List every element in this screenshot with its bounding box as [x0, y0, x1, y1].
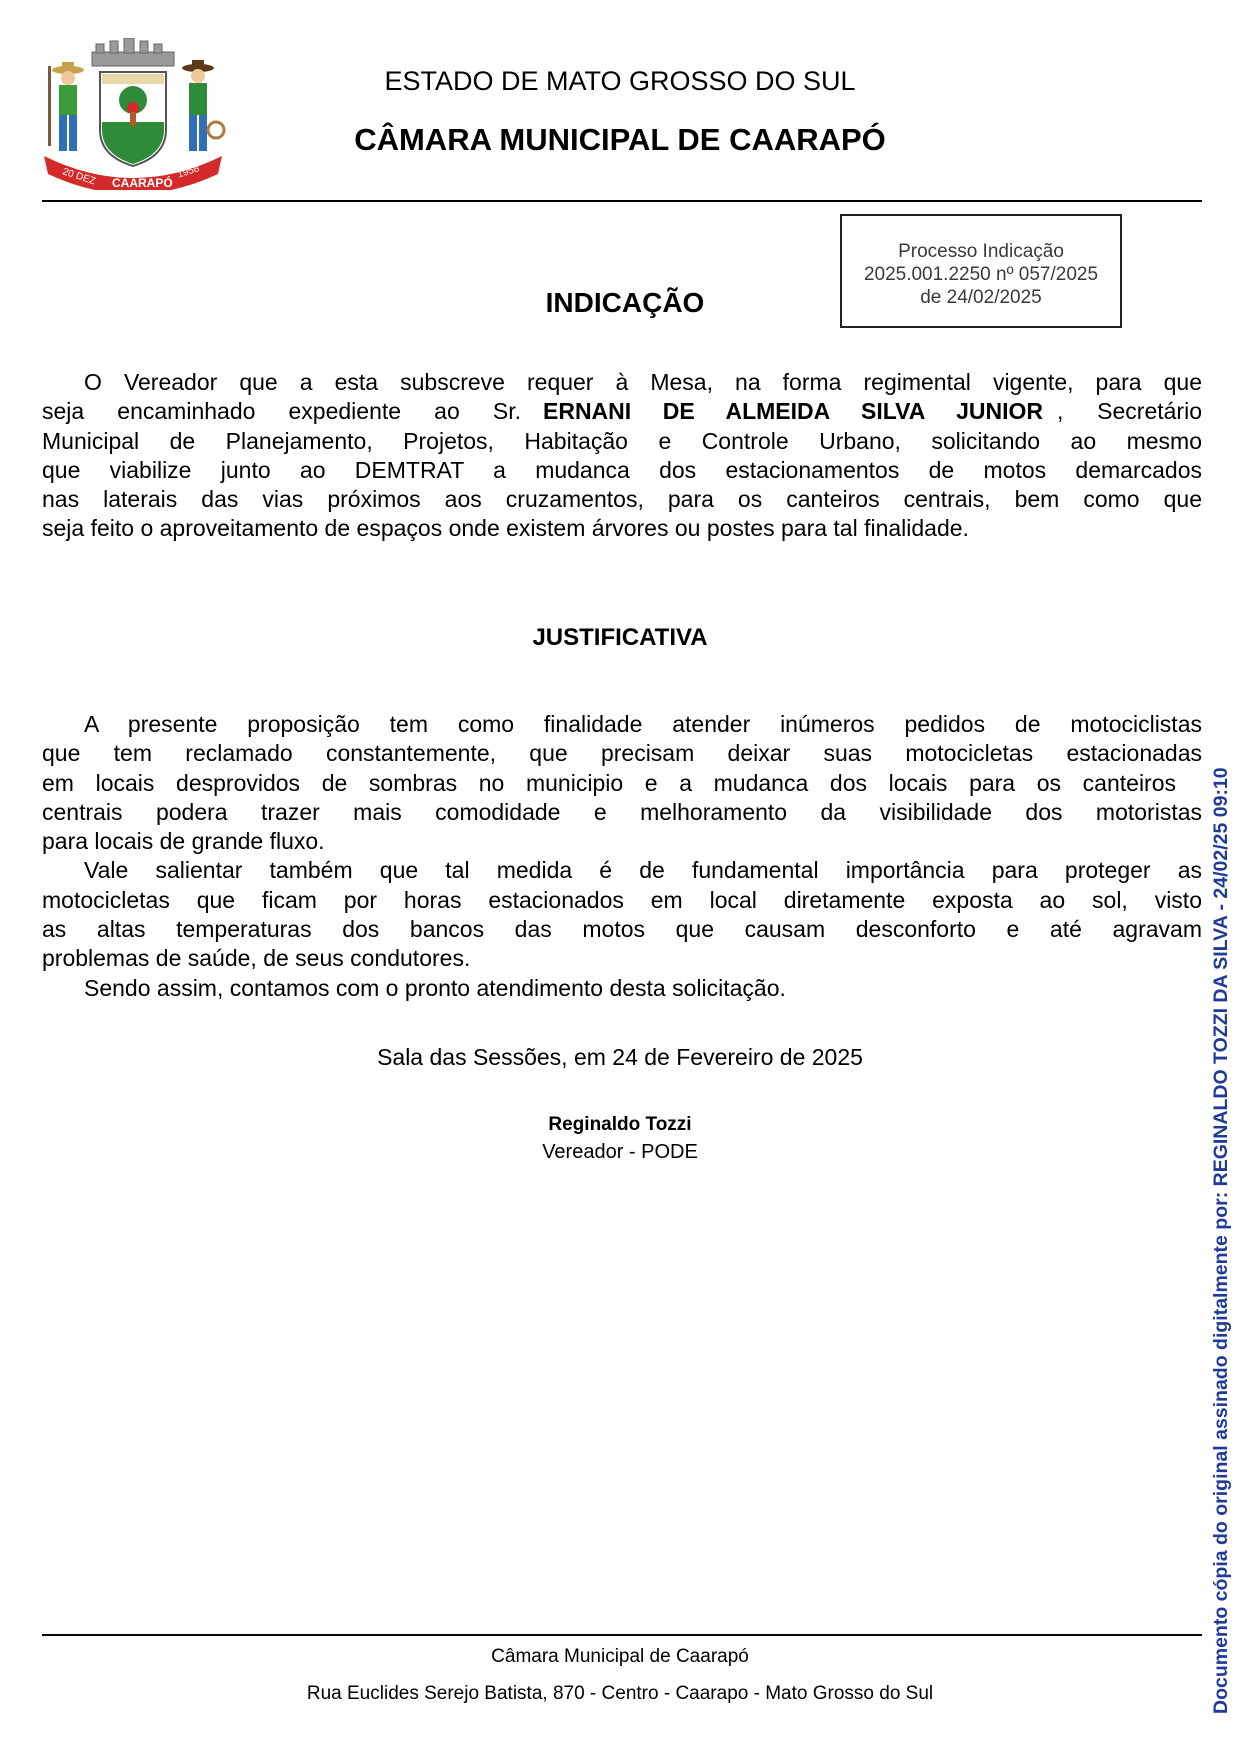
justification-line: centrais podera trazer mais comodidade e melhoramento da visibilidade dos motoristas	[42, 798, 1202, 825]
justification-title: JUSTIFICATIVA	[532, 624, 708, 651]
justification-line: que tem reclamado constantemente, que precisam deixar suas motocicletas estacionadas	[42, 740, 1202, 767]
justification-line: motocicletas que ficam por horas estacionados em local diretamente exposta ao sol, visto	[42, 886, 1202, 913]
justification-line: Sendo assim, contamos com o pronto atendimento desta solicitação.	[84, 974, 786, 1001]
body-line	[42, 397, 1202, 426]
body-text: seja encaminhado expediente ao Sr.	[42, 398, 521, 425]
header-divider	[42, 200, 1202, 202]
stamp-line-2: 2025.001.2250 nº 057/2025	[863, 264, 1099, 285]
body-line: nas laterais das vias próximos aos cruzamentos, para os canteiros centrais, bem como que	[42, 486, 1202, 513]
justification-line: A presente proposição tem como finalidade atender inúmeros pedidos de motociclistas	[84, 711, 1202, 737]
document-title: INDICAÇÃO	[545, 287, 705, 318]
body-line: que viabilize junto ao DEMTRAT a mudanca dos estacionamentos de motos demarcados	[42, 456, 1202, 483]
body-line: seja feito o aproveitamento de espaços onde existem árvores ou postes para tal finalidade.	[42, 515, 969, 542]
logo-ribbon-right: 1958	[176, 163, 201, 181]
justification-line: para locais de grande fluxo.	[42, 828, 325, 855]
signatory-role: Vereador - PODE	[542, 1141, 698, 1163]
justification-body	[42, 710, 1202, 1003]
chamber-name: CÂMARA MUNICIPAL DE CAARAPÓ	[354, 122, 886, 157]
stamp-line-3: de 24/02/2025	[920, 287, 1042, 308]
process-stamp	[840, 214, 1122, 328]
footer-chamber-name: Câmara Municipal de Caarapó	[491, 1646, 749, 1667]
coat-of-arms-logo	[40, 38, 226, 190]
body-line: Municipal de Planejamento, Projetos, Habitação e Controle Urbano, solicitando ao mesmo	[42, 427, 1202, 454]
stamp-line-1: Processo Indicação	[898, 241, 1064, 262]
indication-body	[42, 368, 1202, 544]
recipient-name: ERNANI DE ALMEIDA SILVA JUNIOR	[543, 398, 1043, 425]
place-date: Sala das Sessões, em 24 de Fevereiro de 2025	[377, 1044, 863, 1070]
digital-signature-stamp: Documento cópia do original assinado digitalmente por: REGINALDO TOZZI DA SILVA - 24/02/25 09:10	[1210, 767, 1232, 1714]
justification-line: problemas de saúde, de seus condutores.	[42, 945, 471, 972]
justification-line: as altas temperaturas dos bancos das motos que causam desconforto e até agravam	[42, 916, 1202, 943]
body-text: , Secretário	[1057, 398, 1202, 425]
logo-ribbon-left: 20 DEZ	[61, 166, 97, 188]
logo-ribbon-center: CAARAPÓ	[112, 176, 173, 190]
footer-divider	[42, 1634, 1202, 1636]
body-line: O Vereador que a esta subscreve requer à Mesa, na forma regimental vigente, para que	[84, 369, 1202, 395]
signatory-name: Reginaldo Tozzi	[548, 1114, 692, 1135]
state-name: ESTADO DE MATO GROSSO DO SUL	[384, 66, 856, 96]
justification-line: Vale salientar também que tal medida é de fundamental importância para proteger as	[84, 857, 1202, 884]
justification-line: em locais desprovidos de sombras no municipio e a mudanca dos locais para os canteiros	[42, 769, 1176, 796]
footer-address: Rua Euclides Serejo Batista, 870 - Centro - Caarapo - Mato Grosso do Sul	[306, 1683, 934, 1704]
